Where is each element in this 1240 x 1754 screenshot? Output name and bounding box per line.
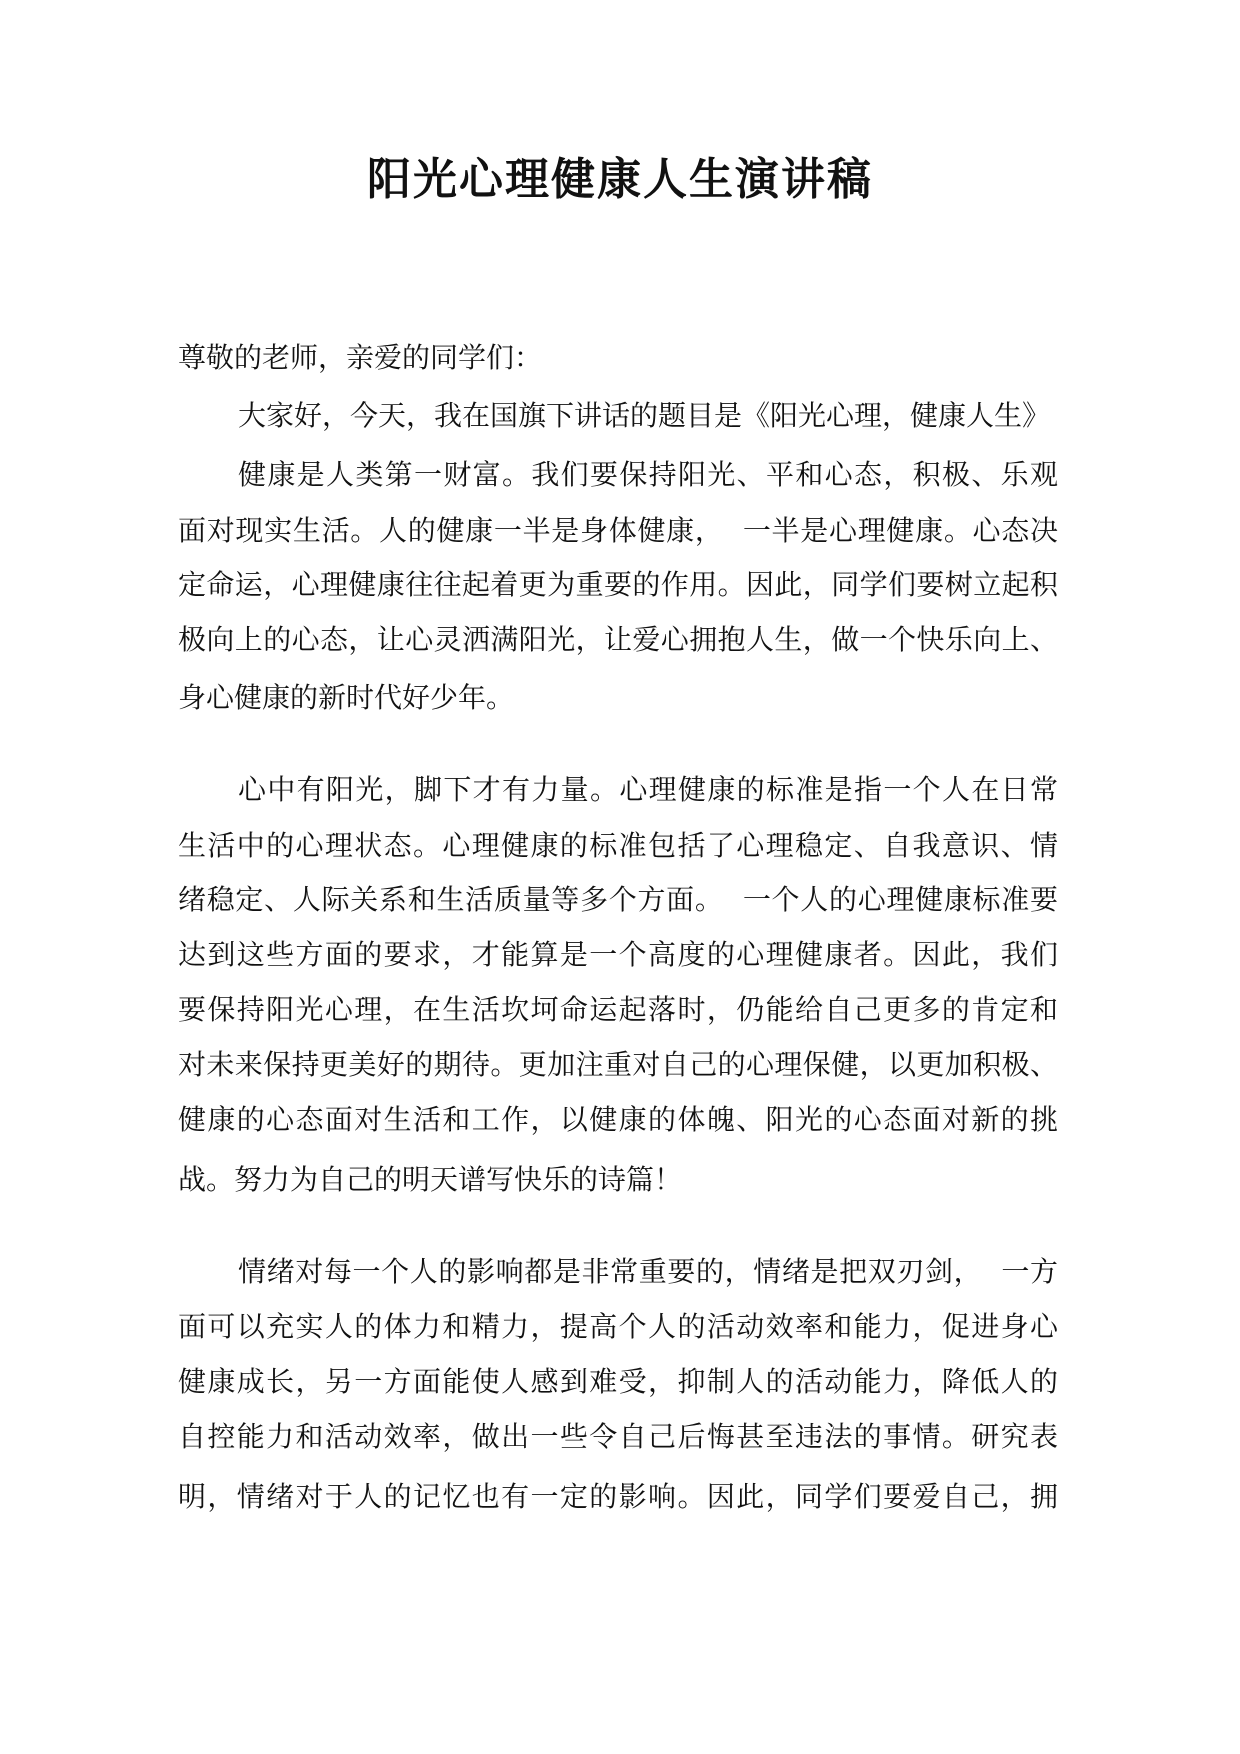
body-line: 达到这些方面的要求，才能算是一个高度的心理健康者。因此，我们 [178, 938, 1058, 971]
body-line: 情绪对每一个人的影响都是非常重要的，情绪是把双刃剑， 一方 [238, 1255, 1058, 1288]
body-line: 健康成长，另一方面能使人感到难受，抑制人的活动能力，降低人的 [178, 1365, 1058, 1398]
document-title: 阳光心理健康人生演讲稿 [367, 154, 873, 205]
body-line: 定命运，心理健康往往起着更为重要的作用。因此，同学们要树立起积 [178, 568, 1058, 601]
body-line: 战。努力为自己的明天谱写快乐的诗篇！ [178, 1163, 683, 1196]
salutation-line: 尊敬的老师，亲爱的同学们： [178, 341, 543, 374]
body-line: 绪稳定、人际关系和生活质量等多个方面。 一个人的心理健康标准要 [178, 883, 1058, 916]
body-line: 明，情绪对于人的记忆也有一定的影响。因此，同学们要爱自己，拥 [178, 1480, 1058, 1513]
body-line: 对未来保持更美好的期待。更加注重对自己的心理保健，以更加积极、 [178, 1048, 1058, 1081]
body-line: 要保持阳光心理，在生活坎坷命运起落时，仍能给自己更多的肯定和 [178, 993, 1058, 1026]
body-line: 极向上的心态，让心灵洒满阳光，让爱心拥抱人生，做一个快乐向上、 [178, 623, 1058, 656]
body-line: 面对现实生活。人的健康一半是身体健康， 一半是心理健康。心态决 [178, 514, 1058, 547]
body-line: 健康是人类第一财富。我们要保持阳光、平和心态，积极、乐观 [238, 458, 1058, 491]
body-line: 面可以充实人的体力和精力，提高个人的活动效率和能力，促进身心 [178, 1310, 1058, 1343]
body-line: 身心健康的新时代好少年。 [178, 681, 515, 714]
body-line: 健康的心态面对生活和工作，以健康的体魄、阳光的心态面对新的挑 [178, 1103, 1058, 1136]
body-line: 大家好，今天，我在国旗下讲话的题目是《阳光心理，健康人生》 [238, 399, 1051, 432]
body-line: 生活中的心理状态。心理健康的标准包括了心理稳定、自我意识、情 [178, 829, 1058, 862]
body-line: 心中有阳光，脚下才有力量。心理健康的标准是指一个人在日常 [238, 773, 1058, 806]
body-line: 自控能力和活动效率，做出一些令自己后悔甚至违法的事情。研究表 [178, 1420, 1058, 1453]
